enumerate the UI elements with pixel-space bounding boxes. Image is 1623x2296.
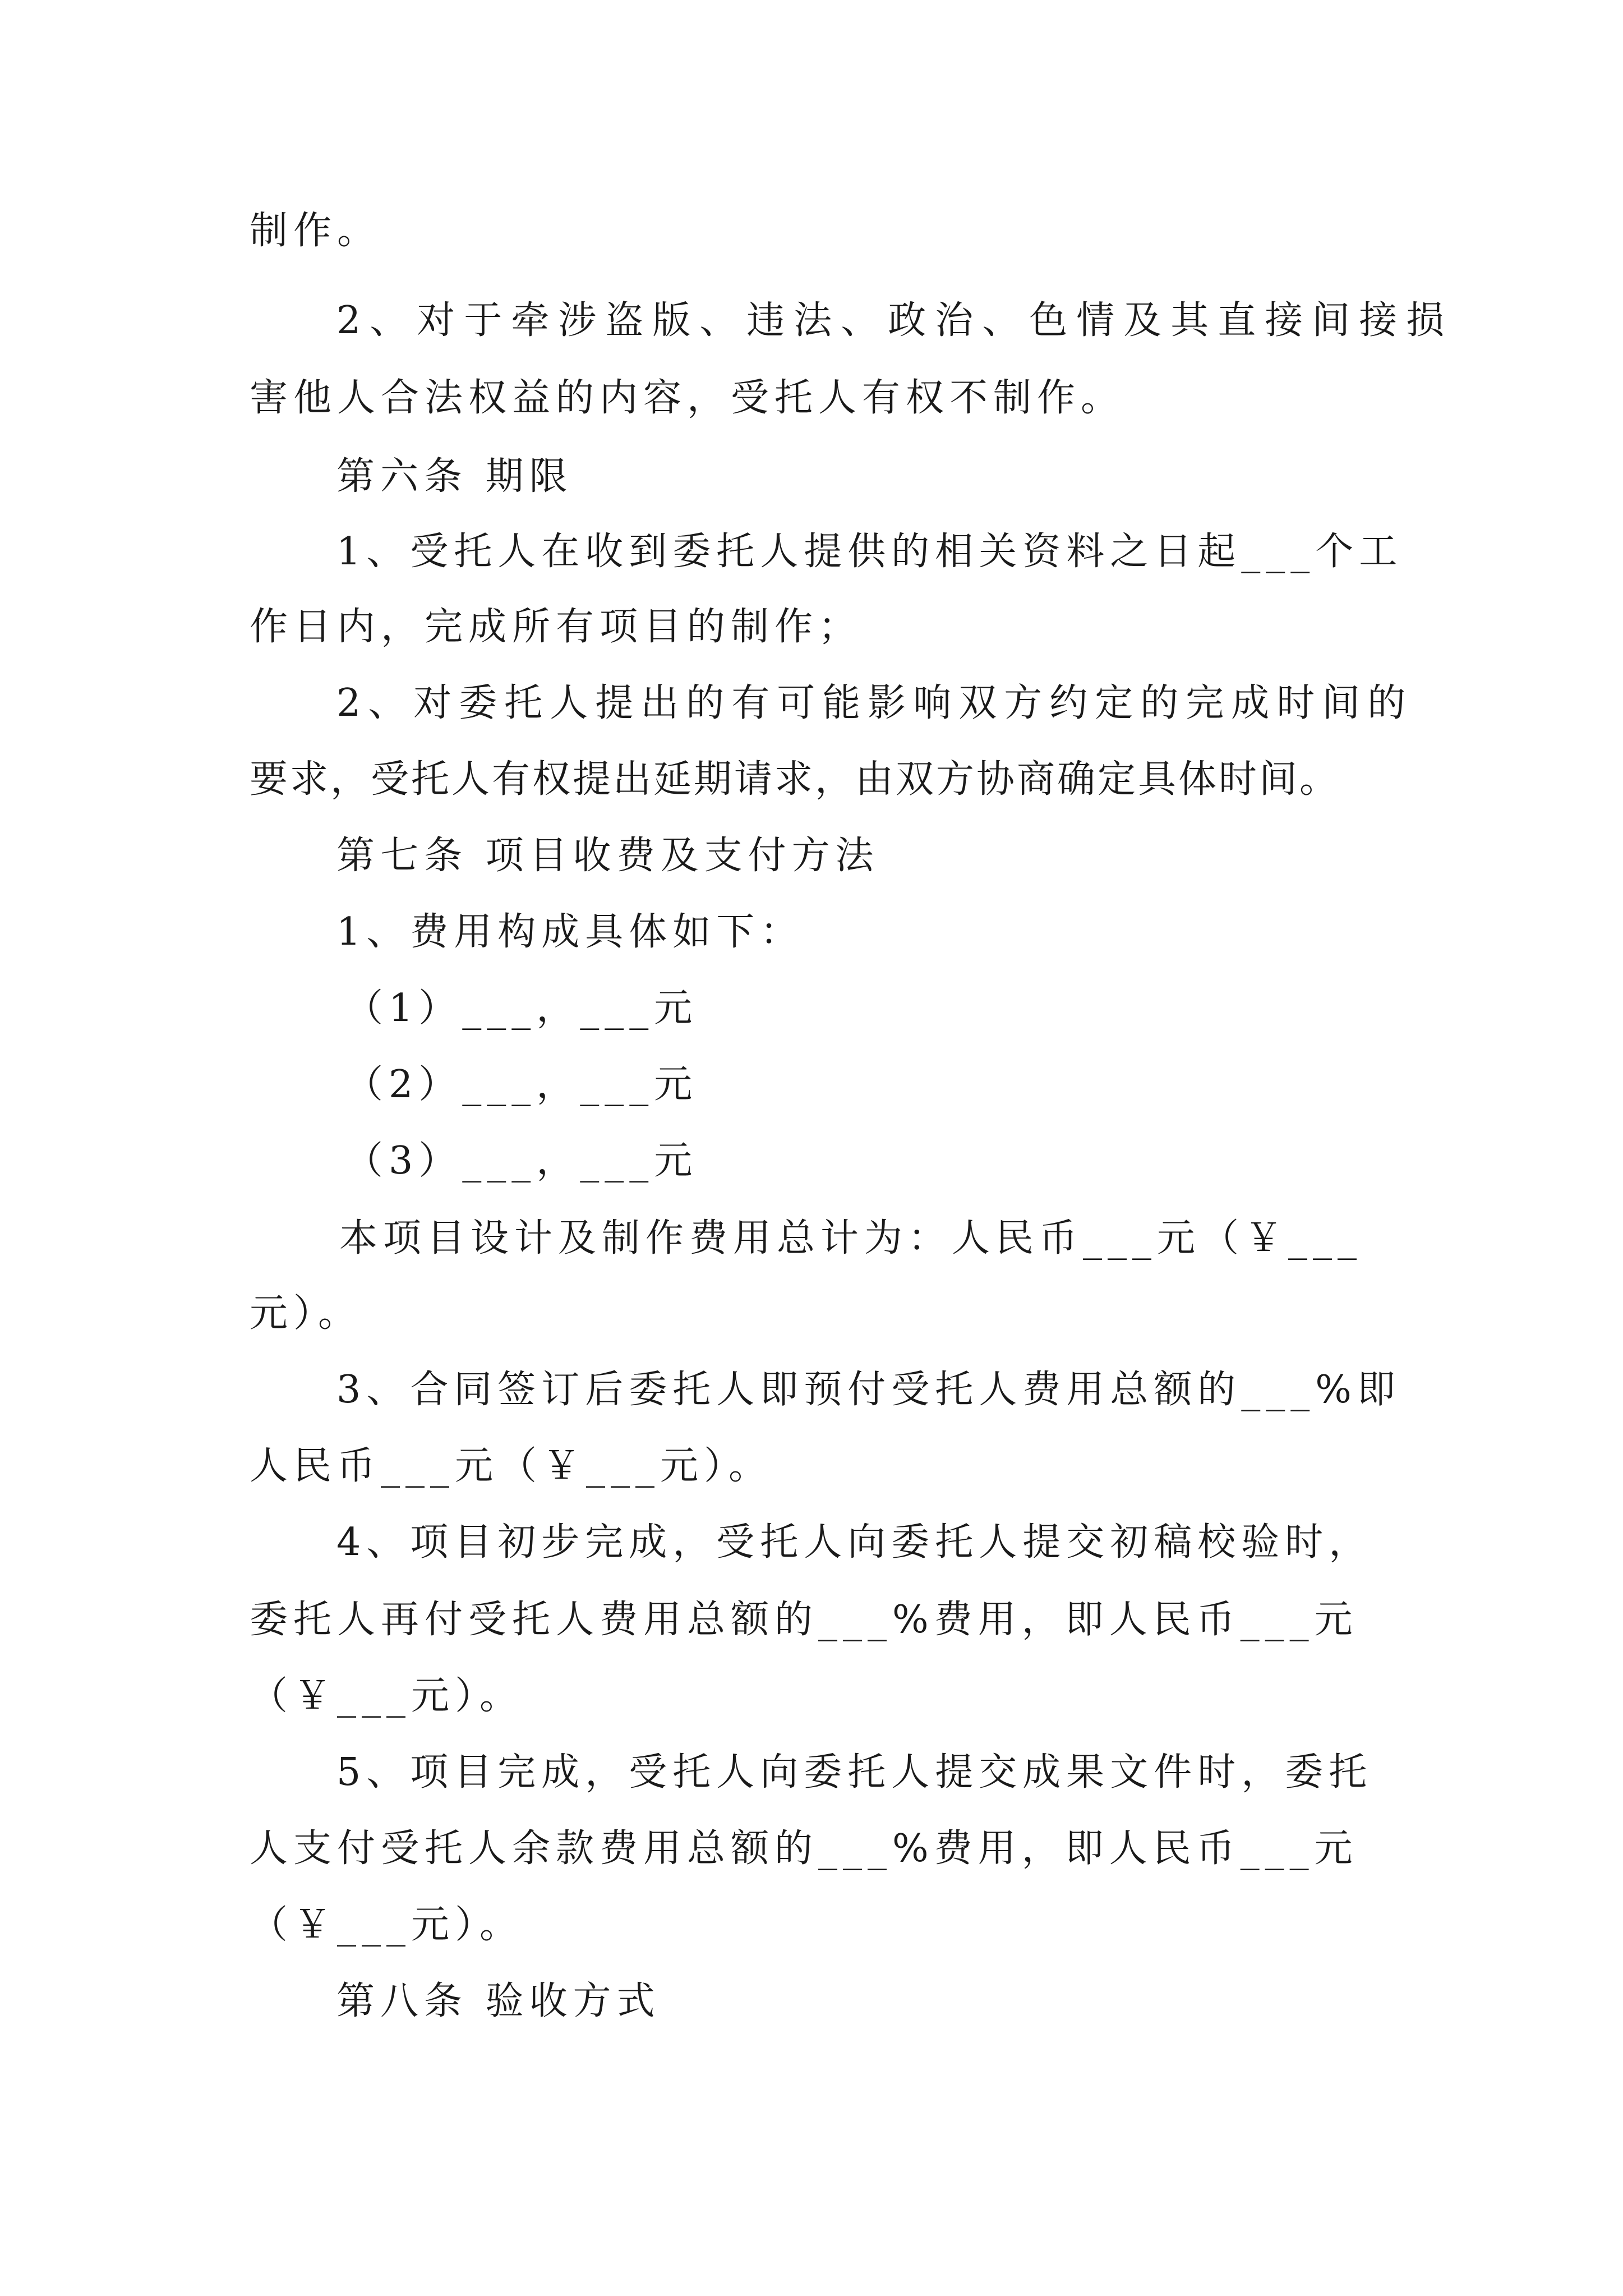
paragraph-line: （￥___元）。 [250, 1674, 524, 1718]
paragraph-line: 本项目设计及制作费用总计为：人民币___元（￥___ [339, 1216, 1363, 1260]
paragraph-line: 3、合同签订后委托人即预付受托人费用总额的___%即 [336, 1368, 1401, 1412]
paragraph-line: 元）。 [250, 1291, 362, 1336]
fee-item: （2）___，___元 [345, 1062, 698, 1107]
paragraph-line: 害他人合法权益的内容，受托人有权不制作。 [250, 376, 1125, 420]
paragraph-line: 人民币___元（￥___元）。 [250, 1444, 773, 1488]
paragraph-line: 要求，受托人有权提出延期请求，由双方协商确定具体时间。 [250, 757, 1340, 802]
section-heading-6: 第六条 期限 [336, 454, 573, 499]
paragraph-line: 1、受托人在收到委托人提供的相关资料之日起___个工 [336, 530, 1403, 574]
paragraph-line: 人支付受托人余款费用总额的___%费用，即人民币___元 [250, 1826, 1358, 1871]
paragraph-line: 2、对于牵涉盗版、违法、政治、色情及其直接间接损 [336, 298, 1454, 343]
paragraph-line: 2、对委托人提出的有可能影响双方约定的完成时间的 [336, 681, 1413, 725]
paragraph-line: （￥___元）。 [250, 1903, 524, 1947]
fee-item: （1）___，___元 [345, 986, 698, 1030]
section-heading-7: 第七条 项目收费及支付方法 [336, 834, 879, 878]
paragraph-line: 4、项目初步完成，受托人向委托人提交初稿校验时， [336, 1520, 1373, 1565]
paragraph-line: 制作。 [250, 209, 381, 253]
paragraph-line: 委托人再付受托人费用总额的___%费用，即人民币___元 [250, 1598, 1358, 1642]
paragraph-line: 1、费用构成具体如下： [336, 910, 804, 954]
paragraph-line: 5、项目完成，受托人向委托人提交成果文件时，委托 [336, 1750, 1373, 1795]
fee-item: （3）___，___元 [345, 1139, 698, 1183]
paragraph-line: 作日内，完成所有项目的制作； [250, 605, 863, 649]
section-heading-8: 第八条 验收方式 [336, 1979, 661, 2023]
